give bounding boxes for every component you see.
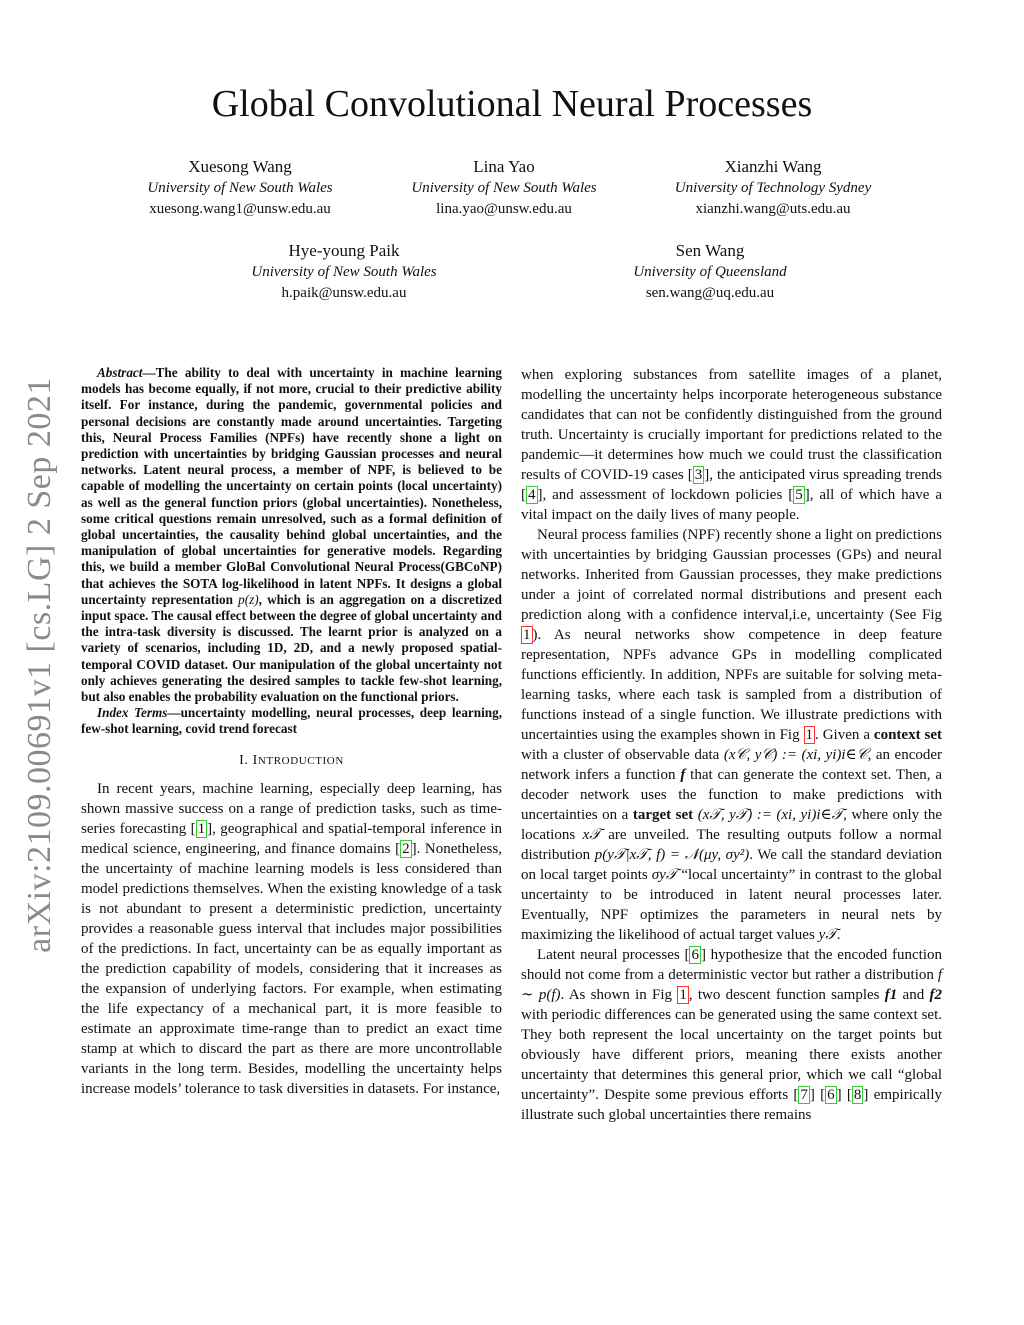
math-inline: f2: [929, 987, 942, 1003]
math-inline: p(z): [238, 591, 259, 607]
abstract-label: Abstract: [97, 365, 143, 380]
math-inline: y𝒯: [818, 927, 837, 943]
body-paragraph: when exploring substances from satellite images of a planet, modelling the uncertainty helps incorporate heterogeneous substance candidates that can not be confidently distinguished from the ground truth. Uncertainty is crucially important for predictions related to the pandemic—it determines how much we could trust the classification results of COVID-19 cases [ 3 ], the anticipated virus spreading trends [ 4 ], and assessment of lockdown policies [ 5 ], all of which have a vital impact on the daily lives of many people.: [521, 367, 943, 523]
figure-link[interactable]: 1: [679, 987, 687, 1003]
citation-link[interactable]: 6: [691, 947, 699, 963]
right-column: [521, 365, 942, 1125]
author-affiliation: University of Technology Sydney: [674, 180, 872, 196]
author-affiliation: University of New South Wales: [147, 180, 333, 196]
paper-title: Global Convolutional Neural Processes: [211, 83, 813, 125]
author-block: [354, 156, 654, 220]
figure-link[interactable]: 1: [805, 727, 814, 743]
index-terms-label: Index Terms: [97, 705, 168, 721]
author-block: [194, 240, 494, 304]
math-inline: (x𝒞, y𝒞) := (xi, yi)i∈𝒞: [723, 747, 868, 763]
author-block: [623, 156, 923, 220]
arxiv-id: arXiv:2109.00691v1 [cs.LG] 2 Sep 2021: [21, 377, 58, 953]
citation-link[interactable]: 1: [197, 820, 206, 837]
body-paragraph: Latent neural processes [ 6 ] hypothesize that the encoded function should not come from a deterministic vector but rather a distribution f ∼ p(f). As shown in Fig 1 , two descent function samples f1 and f2 with periodic differences can be generated using the same context set. They both represent the local uncertainty on the target points but obviously have different priors, meaning there exists another uncertainty that determines this general prior, which we call “global uncertainty”. Despite some previous efforts [ 7 ] [ 6 ] [ 8 ] empirically illustrate such global uncertainties there remains: [521, 947, 943, 1123]
citation-link[interactable]: 2: [402, 840, 410, 857]
math-inline: f: [680, 767, 686, 783]
term-context-set: context set: [873, 727, 942, 743]
math-inline: (x𝒯, y𝒯) := (xi, yi)i∈𝒯: [697, 807, 844, 823]
author-block: [90, 156, 390, 220]
author-email: xuesong.wang1@unsw.edu.au: [149, 201, 331, 217]
author-email: xianzhi.wang@uts.edu.au: [695, 201, 851, 217]
abstract: Abstract—The ability to deal with uncertainty in machine learning models has become equally, if not more, crucial to their predictive ability itself. For instance, during the pandemic, governmental policies and personal decisions are constantly made around uncertainties. Targeting this, Neural Process Families (NPFs) have recently shone a light on prediction with uncertainties by bridging Gaussian processes and neural networks. Latent neural process, a member of NPF, is believed to be capable of modelling the uncertainty on certain points (local uncertainty) as well as the general function priors (global uncertainties). Nonetheless, some critical questions remain unresolved, such as a formal definition of global uncertainties, the causality behind global uncertainties, and the manipulation of global uncertainties for generative models. Regarding this, we build a member GloBal Convolutional Neural Process(GBCoNP) that achieves the SOTA log-likelihood in latent NPFs. It designs a global uncertainty representation p(z), which is an aggregation on a discretized input space. The causal effect between the degree of global uncertainty and the intra-task diversity is discussed. The learnt prior is analyzed on a variety of scenarios, including 1D, 2D, and a newly proposed spatial-temporal COVID dataset. Our manipulation of the global uncertainty not only achieves generating the desired samples to tackle few-shot learning, but also enables the probability evaluation on the functional priors.: [81, 365, 502, 705]
author-affiliation: University of Queensland: [633, 264, 787, 280]
author-name: Sen Wang: [675, 241, 745, 260]
math-inline: f ∼ p(f): [521, 967, 942, 1003]
author-name: Xianzhi Wang: [724, 157, 822, 176]
figure-link[interactable]: 1: [523, 627, 531, 643]
author-affiliation: University of New South Wales: [251, 264, 437, 280]
citation-link[interactable]: 6: [827, 1087, 835, 1103]
index-terms: Index Terms—uncertainty modelling, neural processes, deep learning, few-shot learning, covid trend forecast: [81, 705, 503, 737]
citation-link[interactable]: 7: [800, 1087, 808, 1103]
term-target-set: target set: [632, 807, 694, 823]
author-email: lina.yao@unsw.edu.au: [436, 201, 572, 217]
arxiv-watermark: [10, 365, 70, 965]
intro-paragraph: In recent years, machine learning, especially deep learning, has shown massive success on a range of prediction tasks, such as time-series forecasting [ 1 ], geographical and spatial-temporal inference in medical science, engineering, and finance domains [ 2 ]. Nonetheless, the uncertainty of machine learning models is less considered than model predictions themselves. When the existing knowledge of a task is not abundant to present a deterministic prediction, uncertainty provides a reasonable guess interval that includes major possibilities of the predictions. In fact, uncertainty can be as equally important as the prediction capability of models, considering that it increases as the expansion of underlying factors. For example, when estimating the life expectancy of a mechanical part, it is more feasible to estimate an approximate time-range than to predict an exact time stamp at which to discard the part as there are more uncontrollable variants in the long term. Besides, modelling the uncertainty helps increase models’ tolerance to task diversities in datasets. For instance,: [81, 780, 502, 1097]
math-inline: σy𝒯: [651, 867, 678, 883]
author-name: Xuesong Wang: [188, 157, 292, 176]
left-column: [81, 365, 502, 1099]
author-email: sen.wang@uq.edu.au: [645, 285, 775, 301]
math-inline: f1: [884, 987, 898, 1003]
section-heading: I. INTRODUCTION: [239, 752, 344, 768]
author-name: Lina Yao: [473, 157, 535, 176]
math-inline: x𝒯: [582, 827, 601, 843]
author-name: Hye-young Paik: [288, 241, 400, 260]
body-paragraph: Neural process families (NPF) recently shone a light on predictions with uncertainties by bridging Gaussian processes (GPs) and neural networks. Inherited from Gaussian processes, they make predictions under a joint of correlated normal distributions and present each prediction along with a confidence interval,i.e, uncertainty (See Fig 1 ). As neural networks show competence in deep feature representation, NPFs advance GPs in modelling complicated functions efficiently. In addition, NPFs are suitable for solving meta-learning tasks, where each task is sampled from a distribution of functions instead of a single function. We illustrate predictions with uncertainties using the examples shown in Fig 1 . Given a context set with a cluster of observable data (x𝒞, y𝒞) := (xi, yi)i∈𝒞, an encoder network infers a function f that can generate the context set. Then, a decoder network uses the function to make predictions with uncertainties on a target set (x𝒯, y𝒯) := (xi, yi)i∈𝒯, where only the locations x𝒯 are unveiled. The resulting outputs follow a normal distribution p(y𝒯|x𝒯, f) = 𝒩(μy, σy²). We call the standard deviation on local target points σy𝒯 “local uncertainty” in contrast to the global uncertainty to be introduced in latent neural processes later. Eventually, NPF optimizes the parameters in neural nets by maximizing the likelihood of actual target values y𝒯.: [521, 527, 943, 943]
author-email: h.paik@unsw.edu.au: [281, 285, 407, 301]
citation-link[interactable]: 8: [853, 1087, 862, 1103]
citation-link[interactable]: 5: [795, 487, 803, 503]
author-block: [560, 240, 860, 304]
math-inline: p(y𝒯|x𝒯, f) = 𝒩(μy, σy²): [594, 847, 750, 863]
citation-link[interactable]: 3: [694, 467, 703, 483]
citation-link[interactable]: 4: [528, 487, 536, 503]
author-affiliation: University of New South Wales: [411, 180, 597, 196]
